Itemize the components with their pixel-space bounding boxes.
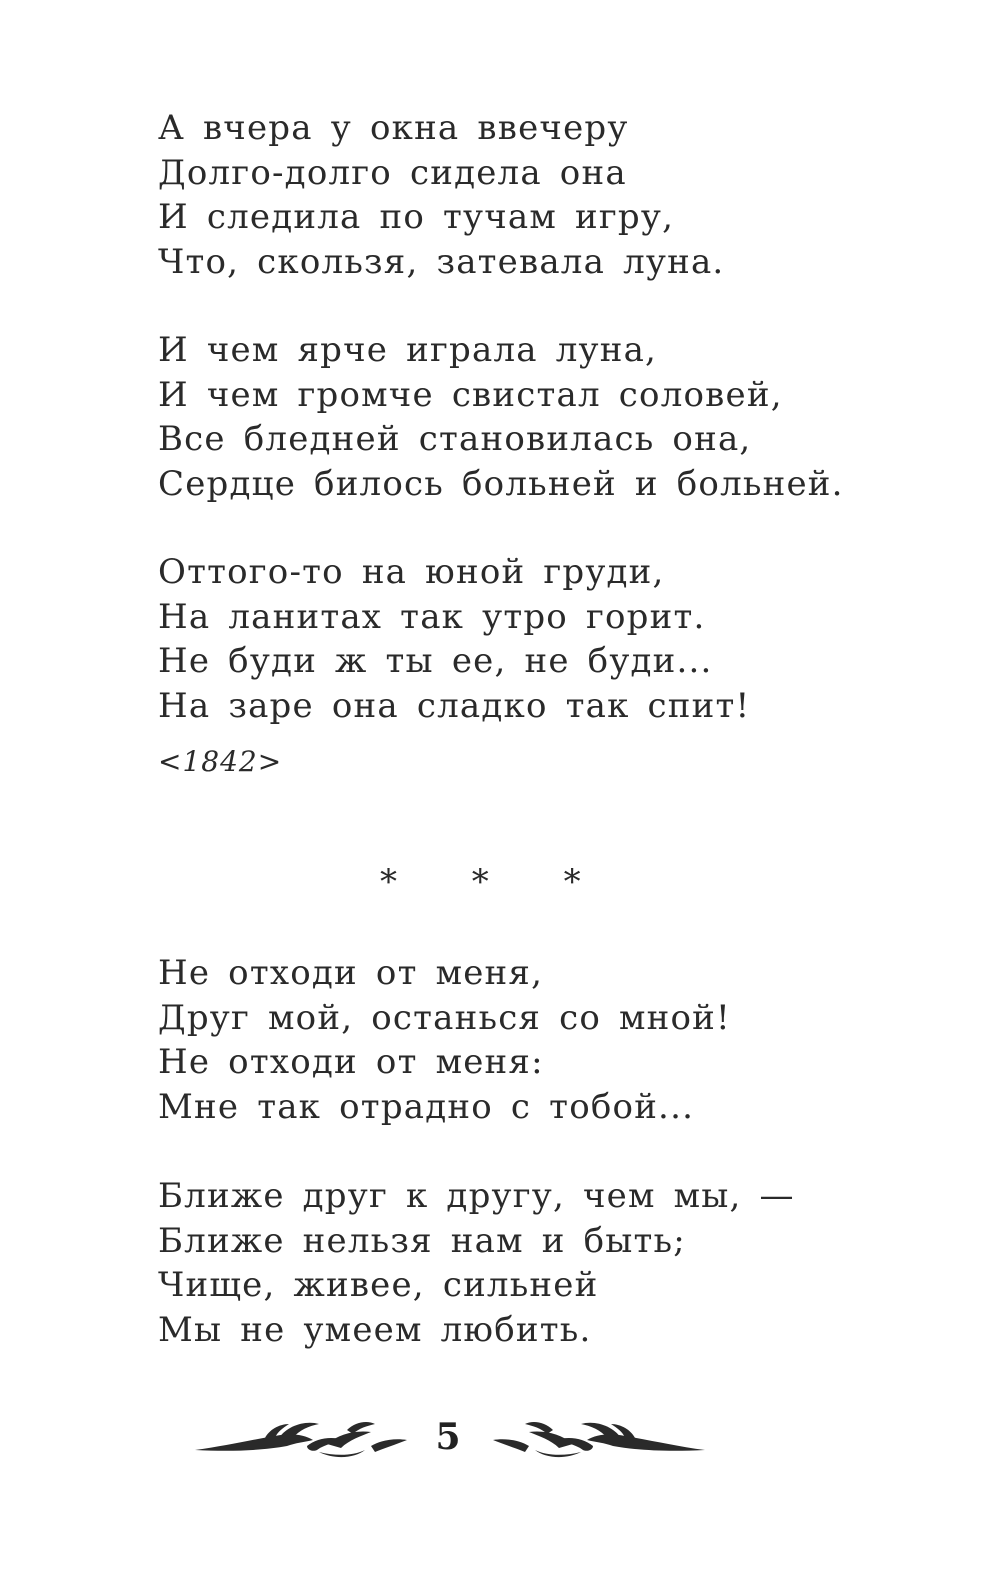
poem-line: Мне так отрадно с тобой... xyxy=(158,1086,695,1127)
poem-line: Сердце билось больней и больней. xyxy=(158,463,844,504)
poem-line: Мы не умеем любить. xyxy=(158,1309,592,1350)
poem-line: Друг мой, останься со мной! xyxy=(158,997,731,1038)
poem-1-stanza-1 xyxy=(158,106,724,284)
poem-line: Ближе нельзя нам и быть; xyxy=(158,1220,686,1261)
poem-line: Долго-долго сидела она xyxy=(158,152,627,193)
page-footer xyxy=(195,1408,715,1472)
poem-line: А вчера у окна ввечеру xyxy=(158,108,629,148)
poem-line: На ланитах так утро горит. xyxy=(158,596,706,637)
poem-1-stanza-2 xyxy=(158,328,844,506)
poem-line: Не отходи от меня: xyxy=(158,1042,544,1083)
poem-line: Оттого-то на юной груди, xyxy=(158,552,665,592)
poem-2-stanza-2 xyxy=(158,1174,795,1352)
poem-line: Чище, живее, сильней xyxy=(158,1265,599,1306)
poem-line: Что, скользя, затевала луна. xyxy=(158,241,725,282)
poem-line: Не отходи от меня, xyxy=(158,953,544,993)
poem-line: И чем ярче играла луна, xyxy=(158,330,658,370)
page-number: 5 xyxy=(435,1416,461,1458)
poem-1-stanza-3 xyxy=(158,550,750,728)
poem-line: И чем громче свистал соловей, xyxy=(158,374,783,415)
poem-2-stanza-1 xyxy=(158,951,731,1129)
flourish-ornament-left-icon xyxy=(195,1416,415,1466)
poem-line: Не буди ж ты ее, не буди... xyxy=(158,641,713,682)
poem-line: На заре она сладко так спит! xyxy=(158,685,751,726)
section-separator: * * * xyxy=(380,862,613,902)
poem-line: Все бледней становилась она, xyxy=(158,419,752,460)
poem-line: И следила по тучам игру, xyxy=(158,197,675,238)
poem-line: Ближе друг к другу, чем мы, — xyxy=(158,1176,795,1216)
poem-date: <1842> xyxy=(158,745,283,778)
flourish-ornament-right-icon xyxy=(485,1416,705,1466)
